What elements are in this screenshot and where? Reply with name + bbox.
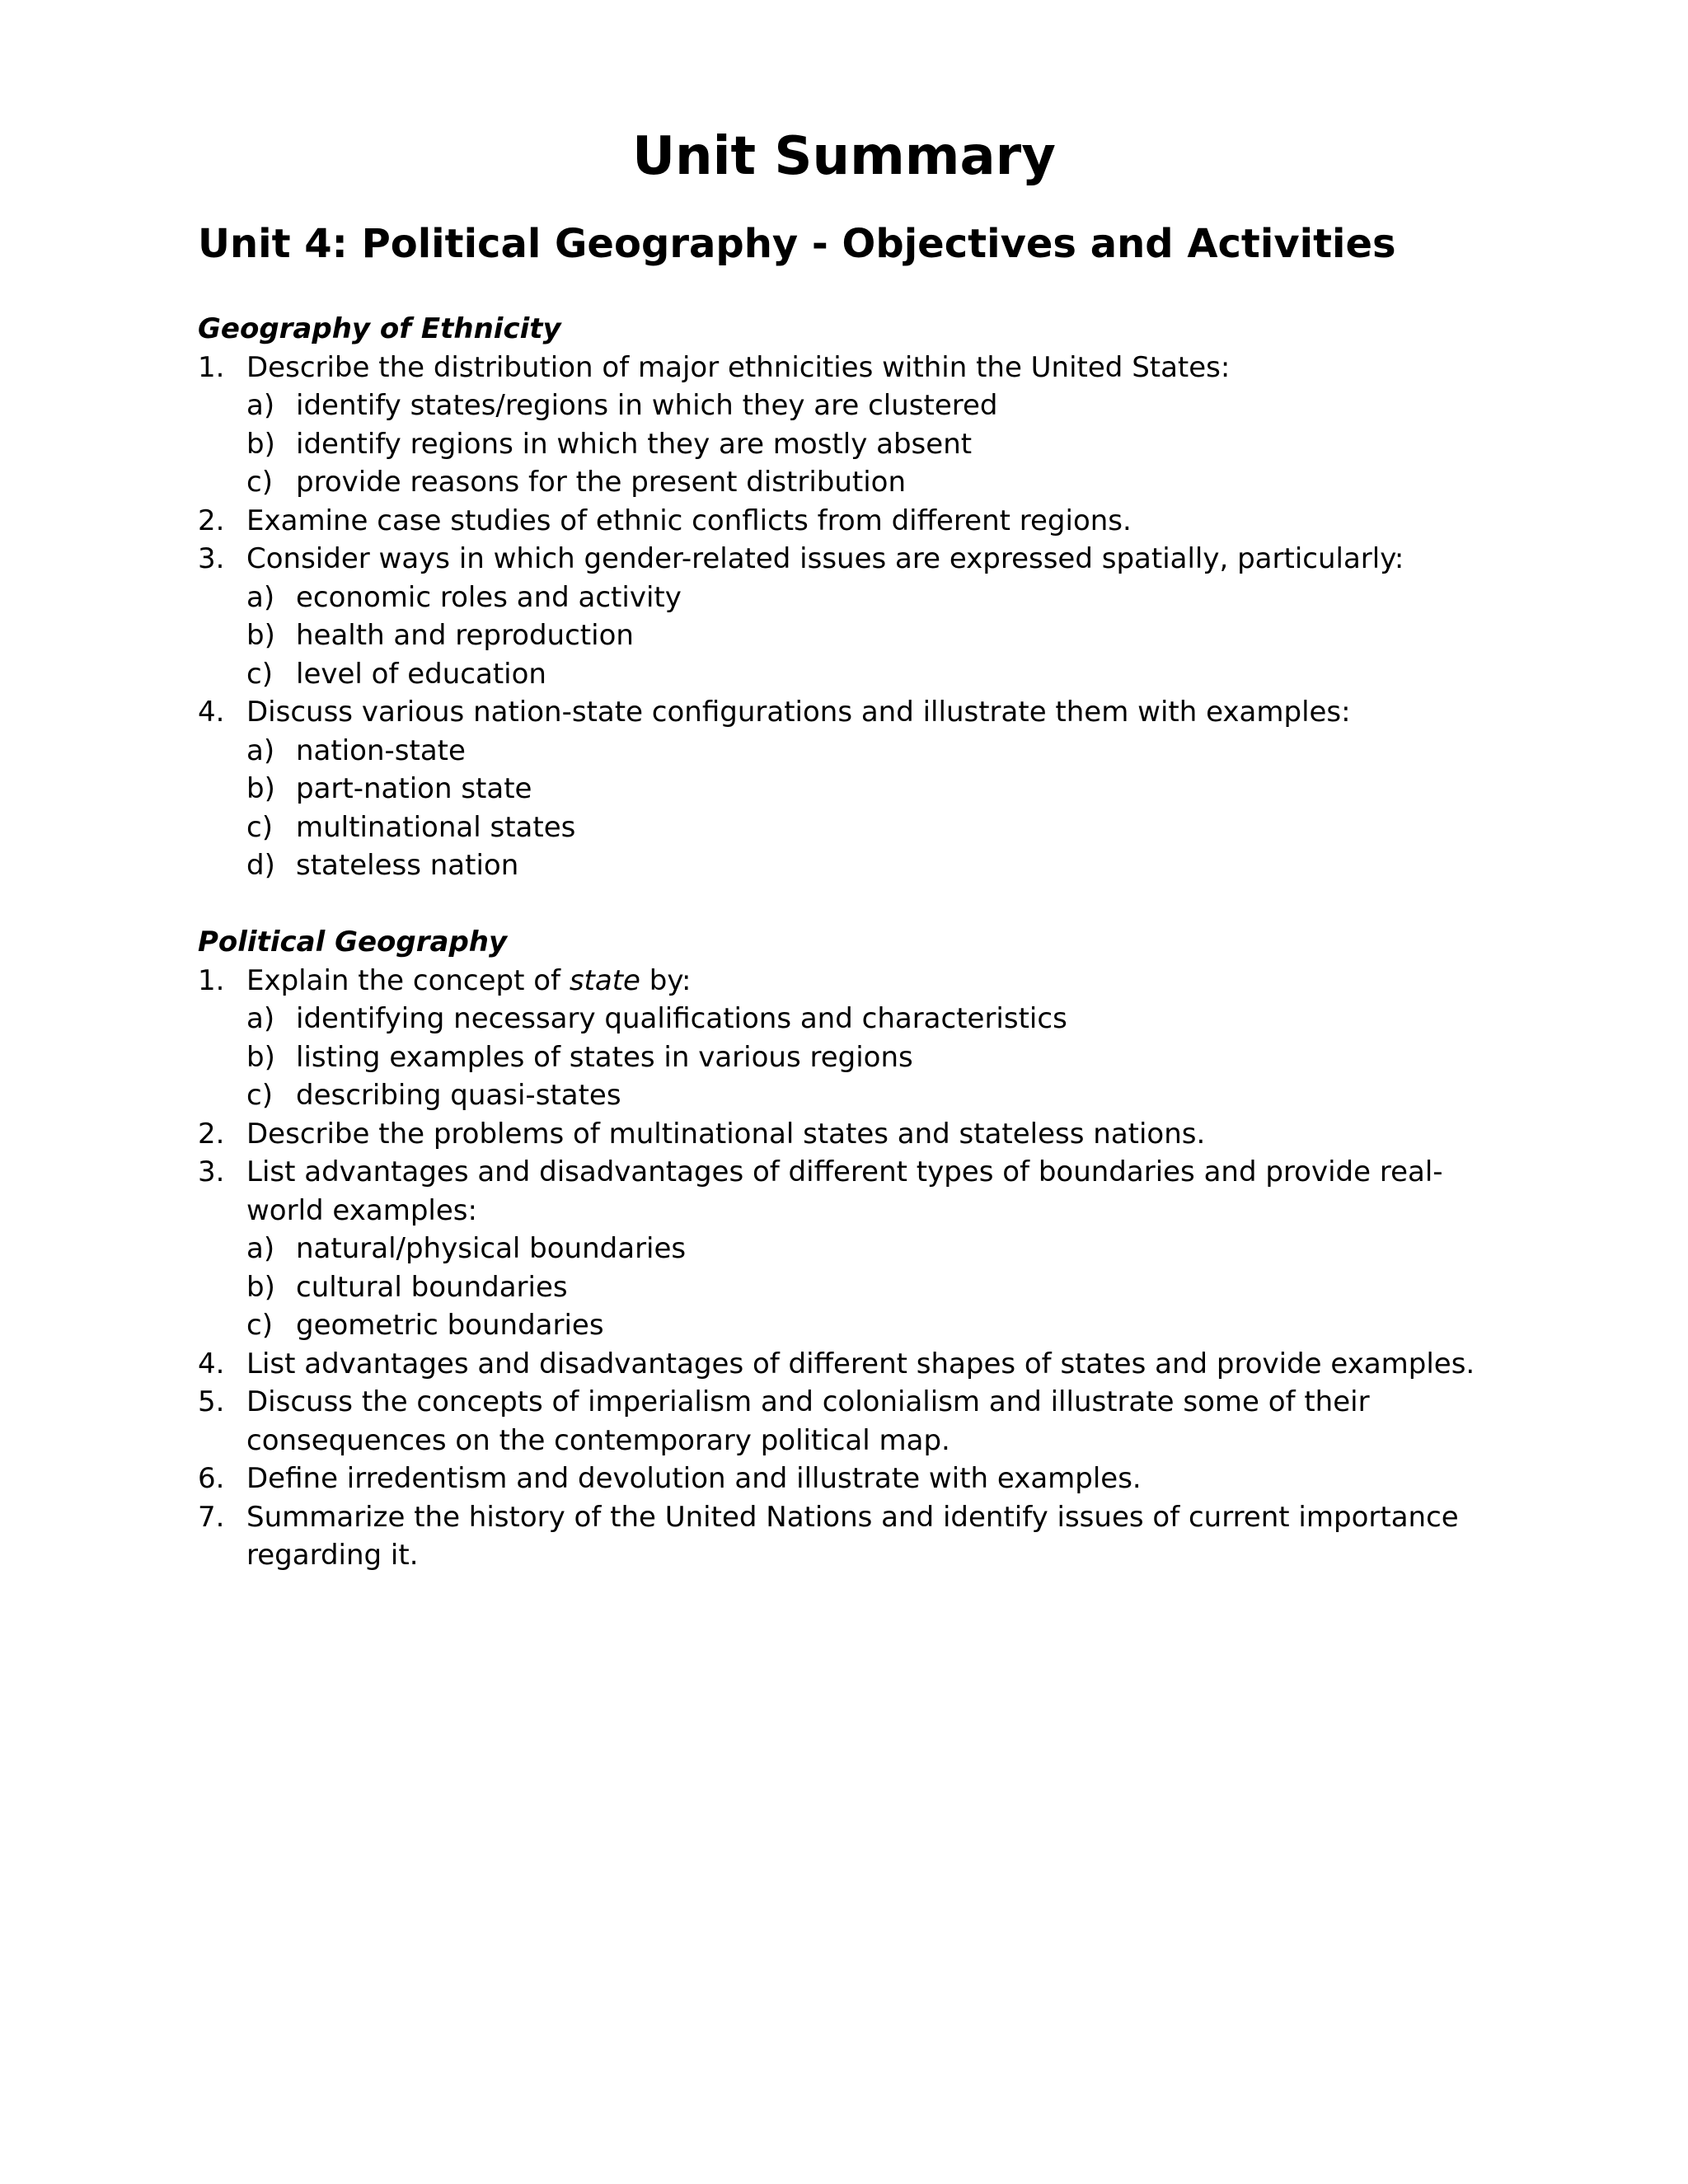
sub-item-letter: b) <box>246 427 275 461</box>
item-text: Discuss the concepts of imperialism and colonialism and illustrate some of their consequences on the contemporary political map. <box>246 1385 1370 1457</box>
sub-item-letter: b) <box>246 619 275 652</box>
item-text: List advantages and disadvantages of different types of boundaries and provide real-world examples: <box>246 1155 1443 1227</box>
sub-list-item <box>198 387 1517 425</box>
sub-list-item <box>198 846 1517 885</box>
item-number: 5. <box>198 1385 225 1418</box>
sub-item-text: stateless nation <box>296 849 519 882</box>
sub-item-letter: c) <box>246 1309 273 1342</box>
item-text: Examine case studies of ethnic conflicts from different regions. <box>246 504 1132 537</box>
list-item <box>198 1345 1517 1384</box>
sub-item-text: nation-state <box>296 733 466 767</box>
sub-item-text: natural/physical boundaries <box>296 1232 687 1265</box>
sub-item-text: cultural boundaries <box>296 1270 568 1304</box>
sub-item-letter: c) <box>246 466 273 499</box>
sub-list-item <box>198 770 1517 808</box>
section-geography-of-ethnicity <box>198 310 1517 885</box>
sub-list-item <box>198 655 1517 694</box>
item-number: 4. <box>198 1347 225 1380</box>
sub-item-text: multinational states <box>296 810 576 844</box>
list-item <box>198 1383 1517 1460</box>
item-text: Consider ways in which gender-related issues are expressed spatially, particularly: <box>246 542 1404 575</box>
item-number: 1. <box>198 963 225 997</box>
sub-item-text: health and reproduction <box>296 619 634 652</box>
list-item <box>198 540 1517 579</box>
sub-item-letter: b) <box>246 772 275 805</box>
sub-list-item <box>198 1076 1517 1115</box>
item-text-after: by: <box>640 963 692 997</box>
sub-item-letter: b) <box>246 1270 275 1304</box>
sub-item-letter: d) <box>246 849 275 882</box>
list-item <box>198 502 1517 541</box>
item-text: Summarize the history of the United Nations and identify issues of current importance regarding it. <box>246 1500 1459 1572</box>
sub-item-text: identifying necessary qualifications and characteristics <box>296 1002 1067 1035</box>
sub-item-letter: b) <box>246 1040 275 1074</box>
item-number: 6. <box>198 1462 225 1495</box>
sub-item-text: part-nation state <box>296 772 532 805</box>
sub-item-text: identify states/regions in which they are clustered <box>296 389 998 422</box>
item-text-italic: state <box>569 963 640 997</box>
item-text: Describe the distribution of major ethnicities within the United States: <box>246 350 1231 384</box>
sub-list-item <box>198 808 1517 847</box>
list-item <box>198 349 1517 387</box>
list-item <box>198 962 1517 1001</box>
sub-list-item <box>198 463 1517 502</box>
section-heading: Political Geography <box>198 926 508 958</box>
sub-item-letter: a) <box>246 733 275 767</box>
list-item <box>198 693 1517 732</box>
sub-item-text: describing quasi-states <box>296 1079 621 1112</box>
sub-list-item <box>198 425 1517 464</box>
item-text: Discuss various nation-state configurations and illustrate them with examples: <box>246 696 1351 729</box>
item-number: 7. <box>198 1500 225 1534</box>
sub-item-letter: c) <box>246 657 273 691</box>
sub-list-item <box>198 579 1517 617</box>
sub-list-item <box>198 732 1517 771</box>
item-number: 3. <box>198 542 225 575</box>
sub-list-item <box>198 1038 1517 1077</box>
sub-item-text: identify regions in which they are mostly absent <box>296 427 973 461</box>
sub-item-letter: a) <box>246 580 275 614</box>
item-text: Define irredentism and devolution and illustrate with examples. <box>246 1462 1142 1495</box>
item-number: 3. <box>198 1155 225 1188</box>
sub-list-item <box>198 1230 1517 1268</box>
sub-list-item <box>198 616 1517 655</box>
item-text-before: Explain the concept of <box>246 963 570 997</box>
sub-item-text: level of education <box>296 657 546 691</box>
sub-item-letter: a) <box>246 1002 275 1035</box>
sub-list-item <box>198 1306 1517 1345</box>
item-text: List advantages and disadvantages of different shapes of states and provide examples. <box>246 1347 1475 1380</box>
item-text: Describe the problems of multinational states and stateless nations. <box>246 1117 1206 1151</box>
sub-list-item <box>198 1268 1517 1307</box>
section-political-geography <box>198 923 1517 1575</box>
list-item <box>198 1460 1517 1498</box>
item-number: 2. <box>198 504 225 537</box>
sub-item-letter: c) <box>246 810 273 844</box>
unit-subtitle: Unit 4: Political Geography - Objectives and Activities <box>198 221 1396 267</box>
sub-list-item <box>198 1000 1517 1038</box>
sub-item-text: provide reasons for the present distribution <box>296 466 907 499</box>
page-title: Unit Summary <box>632 126 1056 187</box>
sub-item-letter: a) <box>246 1232 275 1265</box>
item-number: 2. <box>198 1117 225 1151</box>
sub-item-text: geometric boundaries <box>296 1309 604 1342</box>
sub-item-letter: a) <box>246 389 275 422</box>
sub-item-letter: c) <box>246 1079 273 1112</box>
item-number: 4. <box>198 696 225 729</box>
item-number: 1. <box>198 350 225 384</box>
section-heading: Geography of Ethnicity <box>198 312 561 345</box>
list-item <box>198 1153 1517 1230</box>
sub-item-text: economic roles and activity <box>296 580 682 614</box>
list-item <box>198 1498 1517 1575</box>
list-item <box>198 1115 1517 1154</box>
sub-item-text: listing examples of states in various regions <box>296 1040 913 1074</box>
